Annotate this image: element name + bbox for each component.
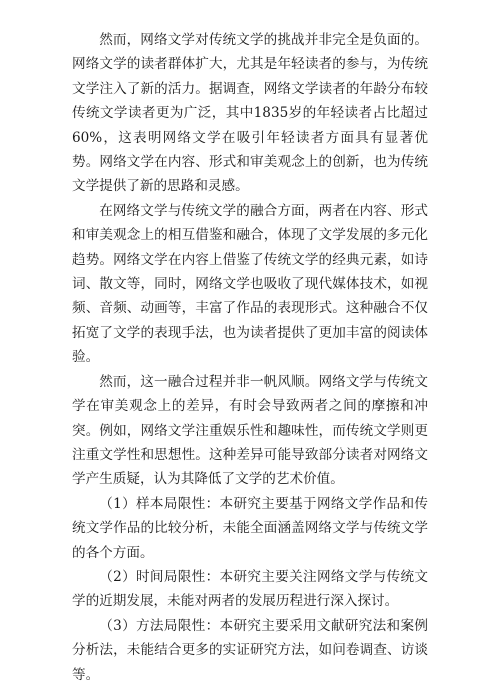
limitation-time: （2）时间局限性：本研究主要关注网络文学与传统文学的近期发展，未能对两者的发展历程进行深入探讨。 [72, 568, 428, 610]
limitation-method: （3）方法局限性：本研究主要采用文献研究法和案例分析法，未能结合更多的实证研究方法，如问卷调查、访谈等。 [72, 617, 428, 683]
limitation-sample: （1）样本局限性：本研究主要基于网络文学作品和传统文学作品的比较分析，未能全面涵盖网络文学与传统文学的各个方面。 [72, 495, 428, 561]
paragraph-youth-readers: 然而，网络文学对传统文学的挑战并非完全是负面的。网络文学的读者群体扩大，尤其是年轻读者的参与，为传统文学注入了新的活力。据调查，网络文学读者的年龄分布较传统文学读者更为广泛，其中1835岁的年轻读者占比超过60%，这表明网络文学在吸引年轻读者方面具有显著优势。网络文学在内容、形式和审美观念上的创新，也为传统文学提供了新的思路和灵感。 [72, 32, 428, 195]
paragraph-fusion-aspects: 在网络文学与传统文学的融合方面，两者在内容、形式和审美观念上的相互借鉴和融合，体现了文学发展的多元化趋势。网络文学在内容上借鉴了传统文学的经典元素，如诗词、散文等，同时，网络文学也吸收了现代媒体技术，如视频、音频、动画等，丰富了作品的表现形式。这种融合不仅拓宽了文学的表现手法，也为读者提供了更加丰富的阅读体验。 [72, 202, 428, 366]
paragraph-fusion-conflicts: 然而，这一融合过程并非一帆风顺。网络文学与传统文学在审美观念上的差异，有时会导致两者之间的摩擦和冲突。例如，网络文学注重娱乐性和趣味性，而传统文学则更注重文学性和思想性。这种差异可能导致部分读者对网络文学产生质疑，认为其降低了文学的艺术价值。 [72, 373, 428, 488]
